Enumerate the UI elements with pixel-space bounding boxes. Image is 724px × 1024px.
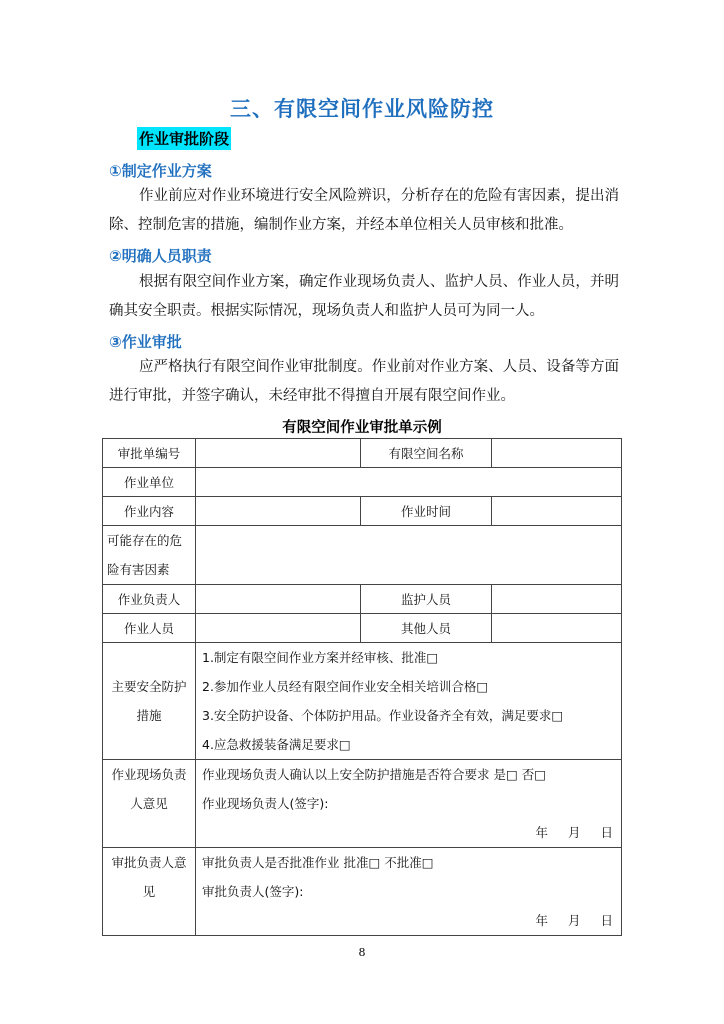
page-title: 三、有限空间作业风险防控: [230, 97, 494, 121]
site-date-line: 年 月 日: [535, 825, 613, 840]
table-row: [103, 614, 622, 643]
section-heading-plan: ①制定作业方案: [109, 162, 212, 180]
section-paragraph-duties: 根据有限空间作业方案，确定作业现场负责人、监护人员、作业人员，并明确其安全职责。根据实际情况，现场负责人和监护人员可为同一人。: [109, 274, 619, 319]
table-caption: 有限空间作业审批单示例: [282, 420, 442, 436]
measures-list: [196, 643, 622, 760]
approver-opinion-field[interactable]: [196, 848, 622, 936]
monitor-field[interactable]: [492, 585, 622, 614]
site-sign-text: 作业现场负责人(签字):: [202, 796, 329, 811]
section-paragraph-plan: 作业前应对作业环境进行安全风险辨识，分析存在的危险有害因素，提出消除、控制危害的措施，编制作业方案，并经本单位相关人员审核和批准。: [109, 188, 619, 233]
table-row: [103, 585, 622, 614]
person-in-charge-field[interactable]: [196, 585, 361, 614]
table-row: [103, 439, 622, 468]
approval-form-table: [102, 438, 622, 936]
unit-label: 作业单位: [103, 468, 196, 497]
content-field[interactable]: [196, 497, 361, 526]
hazards-field[interactable]: [196, 526, 622, 585]
site-opinion-label: 作业现场负责 人意见: [103, 760, 196, 848]
page-number: 8: [358, 946, 366, 959]
section-heading-duties: ②明确人员职责: [109, 247, 212, 265]
table-row: [103, 497, 622, 526]
approver-date-line: 年 月 日: [535, 913, 613, 928]
measure-item[interactable]: 4.应急救援装备满足要求□: [202, 737, 351, 752]
person-in-charge-label: 作业负责人: [103, 585, 196, 614]
time-label: 作业时间: [361, 497, 492, 526]
time-field[interactable]: [492, 497, 622, 526]
table-row: [103, 643, 622, 760]
approver-sign-text: 审批负责人(签字):: [202, 884, 304, 899]
workers-label: 作业人员: [103, 614, 196, 643]
measure-item[interactable]: 1.制定有限空间作业方案并经审核、批准□: [202, 650, 439, 665]
stage-label: 作业审批阶段: [137, 127, 231, 150]
unit-field[interactable]: [196, 468, 622, 497]
table-row: [103, 760, 622, 848]
table-row: [103, 526, 622, 585]
monitor-label: 监护人员: [361, 585, 492, 614]
approval-no-field[interactable]: [196, 439, 361, 468]
section-heading-approval: ③作业审批: [109, 333, 182, 351]
measure-item[interactable]: 2.参加作业人员经有限空间作业安全相关培训合格□: [202, 679, 489, 694]
hazards-label: 可能存在的危 险有害因素: [103, 526, 196, 585]
table-row: [103, 468, 622, 497]
table-row: [103, 848, 622, 936]
others-field[interactable]: [492, 614, 622, 643]
site-opinion-text: 作业现场负责人确认以上安全防护措施是否符合要求 是□ 否□: [202, 767, 547, 782]
workers-field[interactable]: [196, 614, 361, 643]
space-name-label: 有限空间名称: [361, 439, 492, 468]
space-name-field[interactable]: [492, 439, 622, 468]
approval-no-label: 审批单编号: [103, 439, 196, 468]
content-label: 作业内容: [103, 497, 196, 526]
measure-item[interactable]: 3.安全防护设备、个体防护用品。作业设备齐全有效，满足要求□: [202, 708, 564, 723]
approver-opinion-text: 审批负责人是否批准作业 批准□ 不批准□: [202, 855, 434, 870]
site-opinion-field[interactable]: [196, 760, 622, 848]
others-label: 其他人员: [361, 614, 492, 643]
measures-label: 主要安全防护 措施: [103, 643, 196, 760]
section-paragraph-approval: 应严格执行有限空间作业审批制度。作业前对作业方案、人员、设备等方面进行审批，并签字确认，未经审批不得擅自开展有限空间作业。: [109, 359, 619, 404]
approver-opinion-label: 审批负责人意 见: [103, 848, 196, 936]
